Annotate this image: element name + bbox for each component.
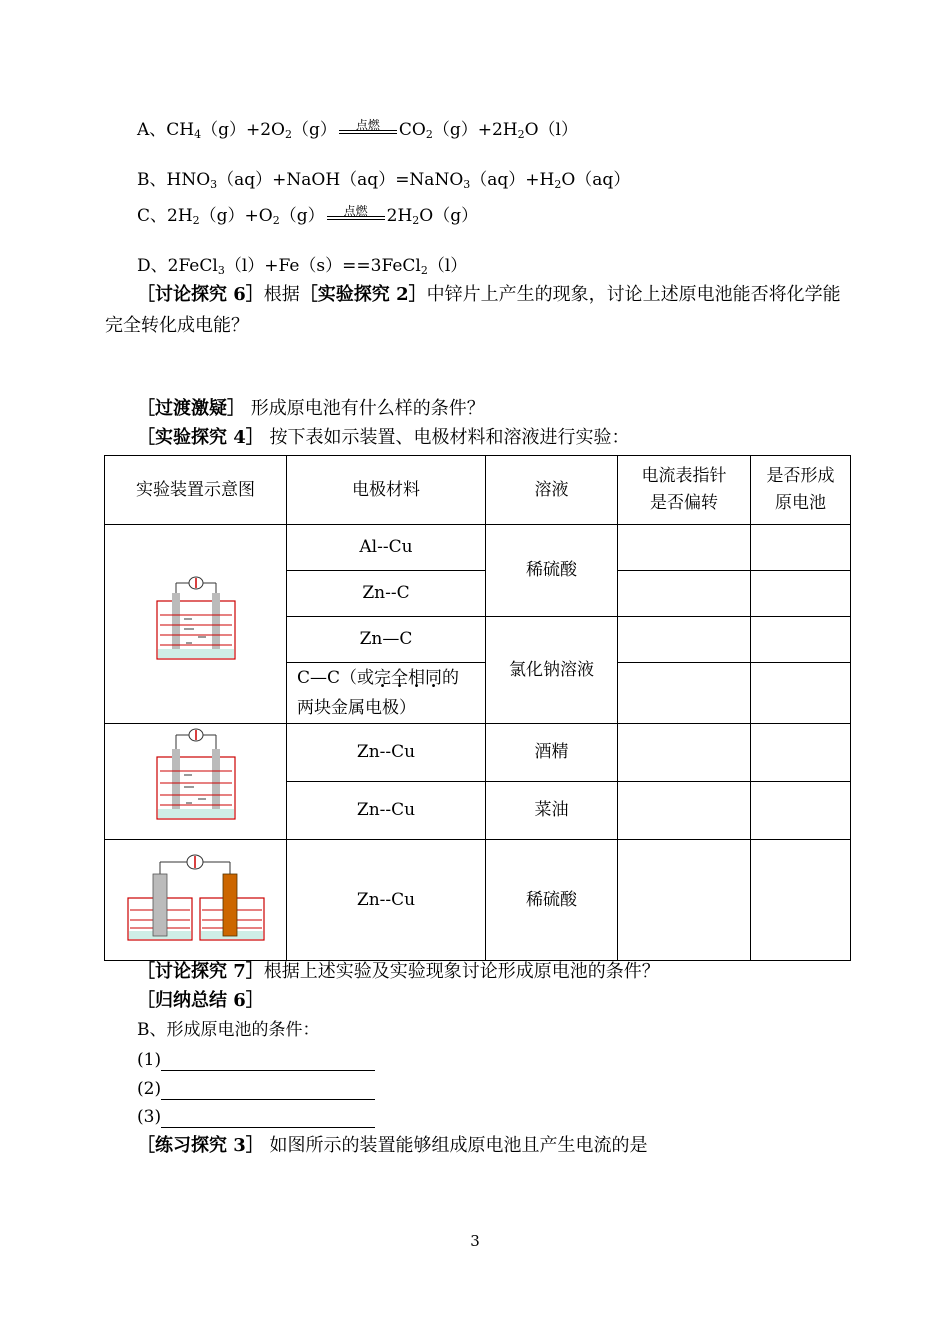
- solution-cell: 稀硫酸: [486, 840, 618, 961]
- answer-blank[interactable]: [161, 1051, 375, 1071]
- reaction-condition: 点燃: [339, 120, 397, 142]
- electrode-cell: Zn—C: [287, 617, 486, 663]
- electrode-cell: Zn--Cu: [287, 782, 486, 840]
- option-a: A、$CH_4(g)+2O_2(g)$ 点燃 $CO_2(g)+2H_2O(l)$: [137, 117, 578, 141]
- two-beaker-apparatus-icon: [126, 848, 266, 944]
- reaction-condition: 点燃: [327, 206, 385, 228]
- header-diagram: 实验装置示意图: [105, 456, 287, 525]
- table-row: [105, 840, 851, 961]
- experiment-4-intro: ［实验探究 4］ 按下表如示装置、电极材料和溶液进行实验：: [137, 427, 630, 448]
- answer-battery-cell[interactable]: [751, 840, 851, 961]
- answer-battery-cell[interactable]: [751, 617, 851, 663]
- apparatus-single-beaker-cell: [105, 525, 287, 724]
- experiment-table: [104, 455, 851, 961]
- table-row: [105, 525, 851, 571]
- option-b: B、$HNO_3(aq)+NaOH(aq)=NaNO_3(aq)+H_2O(aq)$: [137, 170, 631, 191]
- condition-item-2: (2): [137, 1078, 375, 1100]
- answer-needle-cell[interactable]: [618, 571, 751, 617]
- discuss-6-line1: ［讨论探究 6］根据［实验探究 2］中锌片上产生的现象，讨论上述原电池能否将化学能: [137, 284, 841, 305]
- solution-cell: 稀硫酸: [486, 525, 618, 617]
- summary-6-heading: ［归纳总结 6］: [137, 990, 264, 1011]
- electrode-cell: Al--Cu: [287, 525, 486, 571]
- practice-3: ［练习探究 3］ 如图所示的装置能够组成原电池且产生电流的是: [137, 1135, 648, 1156]
- electrode-cell: C—C（或完全相同的 两块金属电极）: [287, 663, 486, 724]
- solution-cell: 菜油: [486, 782, 618, 840]
- answer-needle-cell[interactable]: [618, 663, 751, 724]
- answer-battery-cell[interactable]: [751, 724, 851, 782]
- beaker-apparatus-icon: [154, 725, 238, 829]
- answer-blank[interactable]: [161, 1108, 375, 1128]
- discuss-6-line2: 完全转化成电能？: [105, 315, 249, 336]
- header-needle: 电流表指针 是否偏转: [618, 456, 751, 525]
- apparatus-two-beaker-cell: [105, 840, 287, 961]
- page-number: 3: [470, 1232, 480, 1250]
- answer-battery-cell[interactable]: [751, 571, 851, 617]
- answer-needle-cell[interactable]: [618, 525, 751, 571]
- answer-needle-cell[interactable]: [618, 617, 751, 663]
- discuss-7: ［讨论探究 7］根据上述实验及实验现象讨论形成原电池的条件？: [137, 961, 660, 982]
- header-solution: 溶液: [486, 456, 618, 525]
- electrode-cell: Zn--Cu: [287, 840, 486, 961]
- header-battery: 是否形成 原电池: [751, 456, 851, 525]
- electrode-cell: Zn--C: [287, 571, 486, 617]
- solution-cell: 酒精: [486, 724, 618, 782]
- option-d: D、2FeCl$_3$（l）+Fe（s）==3FeCl$_2$（l）: [137, 256, 468, 277]
- answer-blank[interactable]: [161, 1080, 375, 1100]
- answer-needle-cell[interactable]: [618, 840, 751, 961]
- answer-needle-cell[interactable]: [618, 782, 751, 840]
- apparatus-single-beaker-cell: [105, 724, 287, 840]
- answer-battery-cell[interactable]: [751, 782, 851, 840]
- table-row: [105, 724, 851, 782]
- table-header-row: [105, 456, 851, 525]
- answer-battery-cell[interactable]: [751, 525, 851, 571]
- header-electrode: 电极材料: [287, 456, 486, 525]
- beaker-apparatus-icon: [154, 571, 238, 669]
- electrode-cell: Zn--Cu: [287, 724, 486, 782]
- conditions-title: B、形成原电池的条件：: [137, 1020, 320, 1040]
- answer-needle-cell[interactable]: [618, 724, 751, 782]
- condition-item-1: (1): [137, 1049, 375, 1071]
- solution-cell: 氯化钠溶液: [486, 617, 618, 724]
- answer-battery-cell[interactable]: [751, 663, 851, 724]
- transition-question: ［过渡激疑］ 形成原电池有什么样的条件？: [137, 398, 485, 419]
- option-c: C、$2H_2(g)+O_2(g)$ 点燃 $2H_2O(g)$: [137, 203, 479, 227]
- condition-item-3: (3): [137, 1106, 375, 1128]
